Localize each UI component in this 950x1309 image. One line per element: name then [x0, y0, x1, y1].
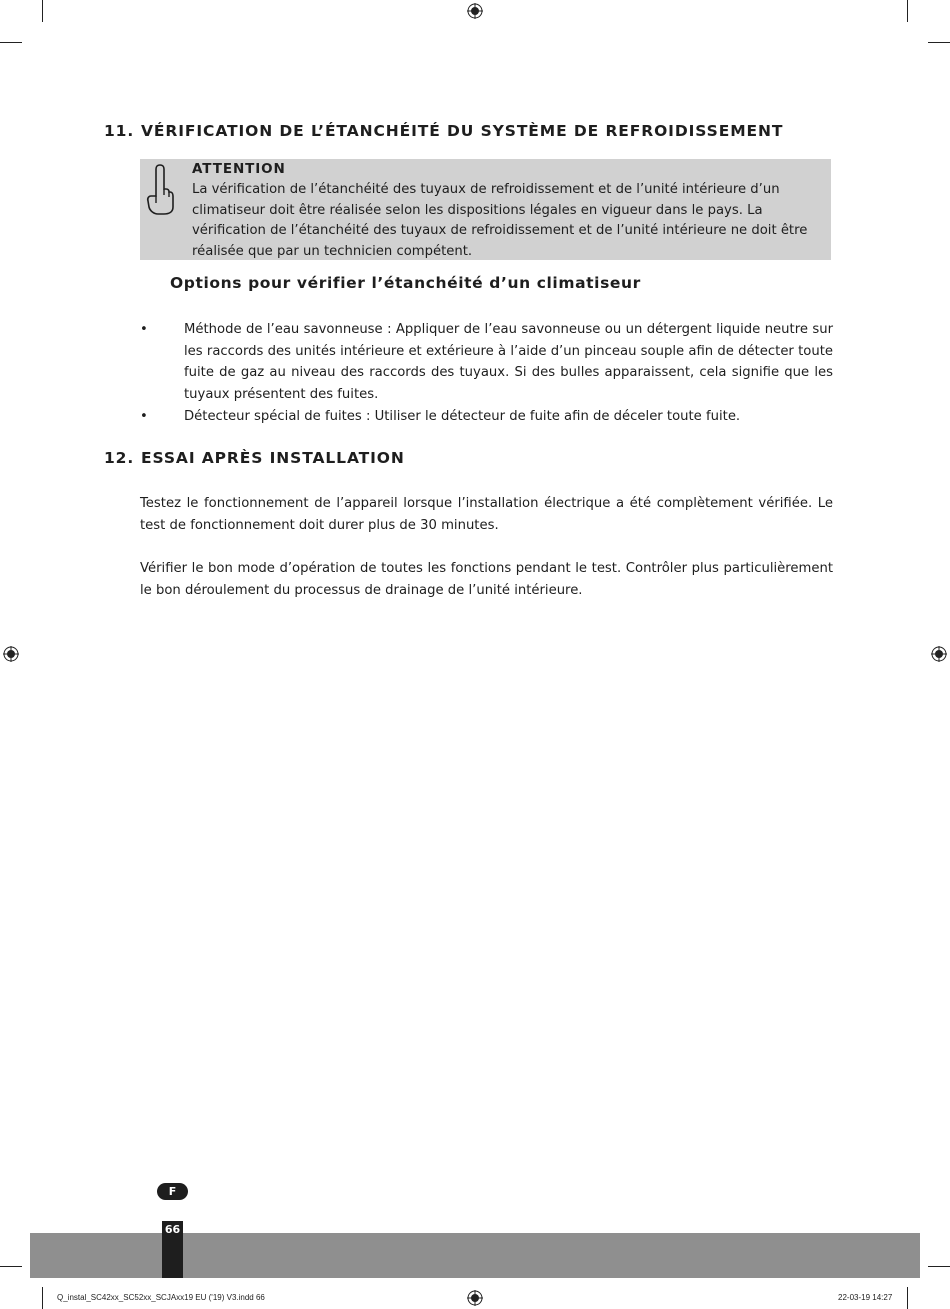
section-11-title	[104, 122, 783, 140]
section-title-text: VÉRIFICATION DE L’ÉTANCHÉITÉ DU SYSTÈME DE REFROIDISSEMENT	[141, 122, 784, 140]
paragraph: Testez le fonctionnement de l’appareil lorsque l’installation électrique a été complètement vérifiée. Le test de fonctionnement doit durer plus de 30 minutes.	[140, 496, 833, 533]
options-heading: Options pour vérifier l’étanchéité d’un climatiseur	[170, 274, 641, 292]
attention-box	[140, 159, 831, 260]
registration-mark-icon	[467, 1290, 483, 1306]
crop-mark	[42, 0, 43, 22]
page-number: 66	[162, 1221, 183, 1278]
list-item-text: Méthode de l’eau savonneuse : Appliquer de l’eau savonneuse ou un détergent liquide neutre sur les raccords des unités intérieure et extérieure à l’aide d’un pinceau souple afin de détecter toute fuite de gaz au niveau des raccords des tuyaux. Si des bulles apparaissent, cela signifie que les tuyaux présentent des fuites.	[184, 322, 833, 403]
paragraph: Vérifier le bon mode d’opération de toutes les fonctions pendant le test. Contrôler plus particulièrement le bon déroulement du processus de drainage de l’unité intérieure.	[140, 561, 833, 598]
list-item	[140, 319, 833, 406]
options-list	[140, 319, 833, 428]
section-number: 11.	[104, 122, 135, 140]
registration-mark-icon	[931, 646, 947, 662]
date-slug: 22-03-19 14:27	[838, 1293, 893, 1302]
crop-mark	[0, 1266, 22, 1267]
attention-title: ATTENTION	[192, 161, 286, 177]
registration-mark-icon	[3, 646, 19, 662]
crop-mark	[0, 42, 22, 43]
registration-mark-icon	[467, 3, 483, 19]
file-slug: Q_instal_SC42xx_SC52xx_SCJAxx19 EU ('19) V3.indd 66	[57, 1293, 265, 1302]
language-badge: F	[157, 1183, 188, 1200]
list-item-text: Détecteur spécial de fuites : Utiliser le détecteur de fuite afin de déceler toute fuite.	[184, 408, 741, 424]
bullet-icon: •	[140, 408, 148, 424]
pointing-hand-icon	[146, 163, 176, 215]
crop-mark	[907, 0, 908, 22]
crop-mark	[928, 1266, 950, 1267]
crop-mark	[928, 42, 950, 43]
section-number: 12.	[104, 449, 135, 467]
section-title-text: ESSAI APRÈS INSTALLATION	[141, 449, 405, 467]
crop-mark	[907, 1287, 908, 1309]
crop-mark	[42, 1287, 43, 1309]
list-item	[140, 406, 833, 428]
attention-text: La vérification de l’étanchéité des tuyaux de refroidissement et de l’unité intérieure d’un climatiseur doit être réalisée selon les dispositions légales en vigueur dans le pays. La vérification de l’étanchéité des tuyaux de refroidissement et de l’unité intérieure ne doit être réalisée que par un technicien compétent.	[192, 182, 808, 259]
section-12-title	[104, 449, 405, 467]
bullet-icon: •	[140, 322, 148, 337]
